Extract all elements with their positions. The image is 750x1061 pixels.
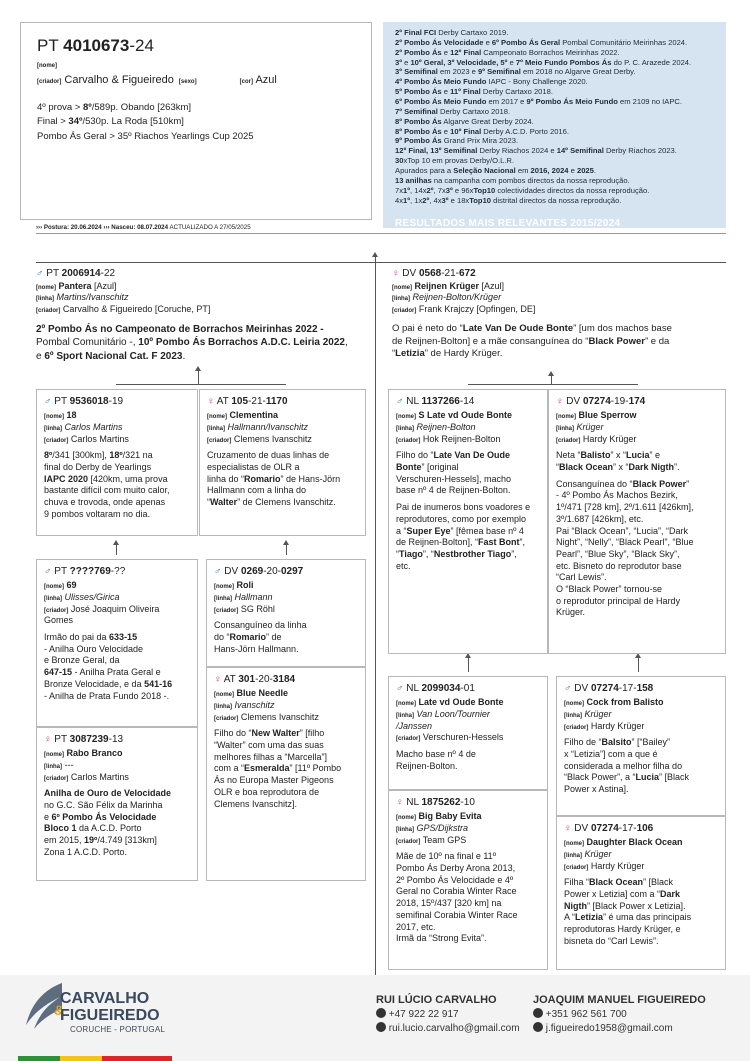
breeder-field: [criador] Team GPS xyxy=(396,834,467,845)
card-dss xyxy=(388,676,548,790)
name-field: [nome] Cock from Balisto xyxy=(564,697,664,707)
breeder-field: [criador] Clemens Ivanschitz xyxy=(214,711,319,722)
card-ddd xyxy=(556,816,726,970)
card-description xyxy=(396,749,540,772)
pigeon-header-card xyxy=(20,22,372,220)
description-line: Pearl”, “Blue Sky”, “Black Sky”, xyxy=(556,548,680,559)
breeder-field: [criador] Hardy Krüger xyxy=(556,433,637,444)
description-line: do “Romario” de xyxy=(214,632,282,643)
highlight-item: 9º Pombo Ás Grand Prix Mira 2023. xyxy=(395,136,519,146)
description-line: Verschuren-Hessels], macho xyxy=(396,473,512,484)
description-line: final do Derby de Yearlings xyxy=(44,462,152,473)
description-line: 3º/1.687 [426km], etc. xyxy=(556,513,644,524)
description-line: “Letizia” de Hardy Krüger. xyxy=(392,348,503,360)
description-line: 2º Pombo Ás Velocidade e 4º xyxy=(396,874,514,885)
race-result-row: Final > 34º/530p. La Roda [510km] xyxy=(37,116,184,128)
name-field: [nome] Daughter Black Ocean xyxy=(564,837,683,847)
description-line: Ás no Europa Master Pigeons xyxy=(214,775,334,786)
description-line: Irmão do pai da 633-15 xyxy=(44,632,138,643)
description-line: Pai “Black Ocean”, “Lucia”, “Dark xyxy=(556,525,689,536)
description-line: Irmã da “Strong Evita”. xyxy=(396,933,487,944)
race-result-row: 4º prova > 8º/589p. Obando [263km] xyxy=(37,102,192,113)
description-line: Power x Letizia] com a “Dark xyxy=(564,889,681,900)
name-field: [nome] Rabo Branco xyxy=(44,748,123,758)
line-field: [linha] Ulisses/Girica xyxy=(44,591,120,602)
ring-number: ♀ AT 105-21-1170 xyxy=(207,396,288,407)
description-line: “Tiago”, “Nestbrother Tiago”, xyxy=(396,548,517,559)
ring-number: ♂ DV 0269-20-0297 xyxy=(214,566,304,577)
description-line: no G.C. São Félix da Marinha xyxy=(44,800,163,811)
highlight-item: 30xTop 10 em provas Derby/O.L.R. xyxy=(395,156,515,166)
description-line: Mãe de 10º na final e 11º xyxy=(396,851,496,862)
card-description xyxy=(556,450,718,619)
logo-ampersand: & xyxy=(54,1002,65,1018)
card-description xyxy=(564,737,718,795)
description-line: Hans-Jörn Hallmann. xyxy=(214,643,299,654)
breeder-field-cont: Gomes xyxy=(44,615,74,626)
description-line: Nigth” [Black Power x Letizia]. xyxy=(564,900,686,911)
description-line: Bronze Velocidade, e da 541-16 xyxy=(44,678,173,689)
description-line: Hallmann com a linha do xyxy=(207,485,307,496)
description-line: “Carl Lewis”. xyxy=(556,572,607,583)
card-dam-sire xyxy=(388,389,548,654)
card-description xyxy=(44,450,190,520)
description-line: “Black Power”, a “Lucia” [Black xyxy=(564,772,690,783)
description-line: IAPC 2020 [420km, uma prova xyxy=(44,473,168,484)
name-field: [nome] Roli xyxy=(214,580,254,590)
card-sire-sire xyxy=(36,389,198,536)
highlight-item: 6º Pombo Ás Meio Fundo em 2017 e 9º Pombo Ás Meio Fundo em 2109 no IAPC. xyxy=(395,97,683,107)
description-line: Neta “Balisto” x “Lucia” e xyxy=(556,450,661,461)
flag-stripe-red xyxy=(102,1056,172,1061)
description-line: Bloco 1 da A.C.D. Porto xyxy=(44,823,142,834)
card-description xyxy=(396,450,540,572)
line-field: [linha] Krüger xyxy=(564,708,612,719)
ring-number: ♀ NL 1875262-10 xyxy=(396,797,475,808)
dam-info: ♀ DV 0568-21-672 [nome] Reijnen Krüger [Azul] [linha] Reijnen-Bolton/Krüger [criador] Frank Krajczy [Opfingen, DE] O pai é neto do “Late Van De Oude Bonte” [um dos machos base de Reijnen-Bolton] e a mãe consanguínea do “Black Power” e da “Letizia” de Hardy Krüger. xyxy=(392,268,726,361)
description-line: etc. Bisneto do reprodutor base xyxy=(556,560,682,571)
name-field: [nome] Late vd Oude Bonte xyxy=(396,697,504,707)
ring-number: ♀ DV 07274-19-174 xyxy=(556,396,646,407)
logo-subtitle: CORUCHE - PORTUGAL xyxy=(70,1025,166,1034)
highlight-item: Apurados para a Seleção Nacional em 2016, 2024 e 2025. xyxy=(395,166,597,176)
description-line: 2º Pombo Ás no Campeonato de Borrachos Meirinhas 2022 - xyxy=(36,323,324,335)
highlight-item: 7x1º, 14x2º, 7x3º e 96xTop10 colectividades directos da nossa reprodução. xyxy=(395,185,650,195)
description-line: Power x Astina]. xyxy=(564,784,629,795)
name-field: [nome] Clementina xyxy=(207,410,279,420)
line-field: [linha] GPS/Dijkstra xyxy=(396,822,469,833)
description-line: de Reijnen-Bolton] e a mãe consanguínea do “Black Power” e da xyxy=(392,335,670,347)
ring-number: ♂ PT 9536018-19 xyxy=(44,396,124,407)
description-line: reprodutoras Hardy Krüger, e xyxy=(564,924,681,935)
card-dds xyxy=(556,676,726,816)
breeder-field: [criador] Hok Reijnen-Bolton xyxy=(396,433,501,444)
contact2-email-row xyxy=(533,1022,673,1036)
contact2-phone-row xyxy=(533,1008,627,1022)
ring-number: ♀ DV 07274-17-106 xyxy=(564,823,654,834)
description-line: etc. xyxy=(396,560,411,571)
description-line: Consanguíneo da linha xyxy=(214,620,307,631)
description-line: Consanguínea do “Black Power” xyxy=(556,478,690,489)
description-line: “Walter” de Clemens Ivanschitz. xyxy=(207,497,336,508)
arrow-up-icon xyxy=(372,252,378,257)
description-line: Krüger. xyxy=(556,607,586,618)
name-field: [nome] Blue Needle xyxy=(214,688,289,698)
description-line: Cruzamento de duas linhas de xyxy=(207,450,330,461)
flag-stripe-green xyxy=(18,1056,60,1061)
ring-number: ♂ NL 1137266-14 xyxy=(396,396,475,407)
contact2-phone[interactable]: +351 962 561 700 xyxy=(545,1009,627,1020)
card-dam-dam xyxy=(548,389,726,654)
description-line: x “Letizia”] com a que é xyxy=(564,749,658,760)
description-line: chuva e trovoda, onde apenas xyxy=(44,497,166,508)
description-line: Geral no Corabia Winter Race xyxy=(396,886,517,897)
highlight-item: 4º Pombo Ás Meio Fundo IAPC - Bony Challenge 2020. xyxy=(395,77,588,87)
highlight-item: 5º Pombo Ás e 11º Final Derby Cartaxo 2018. xyxy=(395,87,553,97)
highlights-title: RESULTADOS MAIS RELEVANTES 2015/2024 xyxy=(395,218,621,230)
name-field: [nome] Big Baby Evita xyxy=(396,811,482,821)
description-line: especialistas de OLR a xyxy=(207,462,300,473)
contact1-phone-row xyxy=(376,1008,459,1022)
sire-info: ♂ PT 2006914-22 [nome] Pantera [Azul] [linha] Martins/Ivanschitz [criador] Carvalho & Figueiredo [Coruche, PT] 2º Pombo Ás no Campeonato de Borrachos Meirinhas 2022 - Pombal Comunitário -, 10º Pombo Ás Borrachos A.D.C. Leiria 2022, e 6º Sport Nacional Cat. F 2023. xyxy=(36,268,366,363)
description-line: em 2015, 19º/4.749 [313km] xyxy=(44,835,157,846)
highlight-item: 8º Pombo Ás e 10º Final Derby A.C.D. Porto 2016. xyxy=(395,126,569,136)
description-line: Filho do “New Walter” [filho xyxy=(214,728,325,739)
email-icon xyxy=(533,1022,543,1032)
ring-number: ♀ AT 301-20-3184 xyxy=(214,674,296,685)
description-line: O pai é neto do “Late Van De Oude Bonte” [um dos machos base xyxy=(392,322,672,334)
line-field: [linha] --- xyxy=(44,759,74,770)
description-line: 9 pombos voltaram no dia. xyxy=(44,508,151,519)
name-field: [nome] S Late vd Oude Bonte xyxy=(396,410,513,420)
description-line: “Black Ocean” x “Dark Nigth”. xyxy=(556,462,680,473)
description-line: - Anilha Ouro Velocidade xyxy=(44,643,144,654)
breeder-field: [criador] Verschuren-Hessels xyxy=(396,732,504,743)
line-field: [linha] Krüger xyxy=(564,848,612,859)
ring-number: ♂ DV 07274-17-158 xyxy=(564,683,654,694)
card-description xyxy=(44,632,190,702)
highlight-item: 8º Pombo Ás Algarve Great Derby 2024. xyxy=(395,116,534,126)
race-results xyxy=(37,101,254,144)
description-line: 8º/341 [300km], 18º/321 na xyxy=(44,450,153,461)
card-description xyxy=(207,450,358,508)
breeder-field: [criador] SG Röhl xyxy=(214,603,275,614)
name-field: [nome] 18 xyxy=(44,410,77,420)
race-result-row: Pombo Ás Geral > 35º Riachos Yearlings Cup 2025 xyxy=(37,130,254,142)
description-line: e 6º Pombo Ás Velocidade xyxy=(44,811,157,822)
description-line: 2018, 15º/437 [320 km] na xyxy=(396,898,502,909)
contact1-phone[interactable]: +47 922 22 917 xyxy=(388,1009,459,1020)
highlights-list xyxy=(395,28,718,205)
ring-number: ♂ NL 2099034-01 xyxy=(396,683,475,694)
dam-description xyxy=(392,323,726,361)
card-description xyxy=(214,620,358,655)
highlight-item: 3º Semifinal em 2023 e 9º Semifinal em 2018 no Algarve Great Derby. xyxy=(395,67,636,77)
highlight-item: 3º e 10º Geral, 3º Velocidade, 5º e 7º Meio Fundo Pombos Ás do P. C. Arazede 2024. xyxy=(395,57,692,67)
description-line: 1º/471 [728 km], 2º/1.611 [426km], xyxy=(556,502,694,513)
description-line: “Walter” com uma das suas xyxy=(214,740,324,751)
description-line: Anilha de Ouro de Velocidade xyxy=(44,788,172,799)
header-divider xyxy=(36,233,726,234)
description-line: Clemens Ivanschitz]. xyxy=(214,798,298,809)
flag-stripe-yellow xyxy=(60,1056,102,1061)
highlight-item: 2º Pombo Ás Velocidade e 6º Pombo Ás Geral Pombal Comunitário Meirinhas 2024. xyxy=(395,37,688,47)
arrow-up-icon xyxy=(548,371,554,376)
dates-line: ››› Postura: 20.06.2024 ››› Nasceu: 08.07.2024 ACTUALIZADO A 27/05/2025 xyxy=(36,224,251,231)
contact1-email[interactable]: rui.lucio.carvalho@gmail.com xyxy=(388,1023,520,1034)
description-line: reprodutores, como por exemplo xyxy=(396,513,527,524)
breeder-row: [criador] Carvalho & Figueiredo [sexo] [cor] Azul xyxy=(37,74,277,86)
card-dsd xyxy=(388,790,548,970)
breeder-value: Carvalho & Figueiredo xyxy=(64,74,174,86)
highlight-item: 12º Final, 13º Semifinal Derby Riachos 2024 e 14º Semifinal Derby Riachos 2023. xyxy=(395,146,677,156)
sire-description xyxy=(36,323,366,364)
contact2-email[interactable]: j.figueiredo1958@gmail.com xyxy=(545,1023,673,1034)
description-line: Pai de inumeros bons voadores e xyxy=(396,502,531,513)
arrow-up-icon xyxy=(113,540,119,545)
pigeon-ring-number: PT 4010673-24 xyxy=(37,36,154,55)
description-line: OLR e boa reprodutora de xyxy=(214,786,320,797)
line-field: [linha] Van Loon/Tournier xyxy=(396,708,490,719)
card-ssd xyxy=(36,727,198,881)
description-line: considerada a melhor filha do xyxy=(564,760,683,771)
description-line: bisneta do “Carl Lewis”. xyxy=(564,935,659,946)
card-sds xyxy=(206,559,366,667)
line-field-cont: /Janssen xyxy=(396,720,433,731)
breeder-field: [criador] Hardy Krüger xyxy=(564,720,645,731)
highlight-item: 2º Final FCI Derby Cartaxo 2019. xyxy=(395,28,509,37)
phone-icon xyxy=(533,1008,543,1018)
contact1-name: RUI LÚCIO CARVALHO xyxy=(376,994,497,1006)
name-field: [nome] 69 xyxy=(44,580,77,590)
description-line: com a “Esmeralda” [11º Pombo xyxy=(214,763,342,774)
card-description xyxy=(564,877,718,947)
description-line: - Anilha de Prata Fundo 2018 -. xyxy=(44,690,170,701)
line-field: [linha] Reijnen-Bolton xyxy=(396,421,476,432)
description-line: melhores filhas a “Marcella”] xyxy=(214,751,328,762)
description-line: Reijnen-Bolton. xyxy=(396,760,458,771)
nome-label: [nome] xyxy=(37,63,57,69)
description-line: de Reijnen-Bolton], “Fast Bont”, xyxy=(396,537,526,548)
contact2-name: JOAQUIM MANUEL FIGUEIREDO xyxy=(533,994,706,1006)
card-description xyxy=(214,728,358,810)
logo-text-1: CARVALHO xyxy=(60,990,150,1007)
highlight-item: 2º Pombo Ás e 12º Final Campeonato Borrachos Meirinhas 2022. xyxy=(395,47,620,57)
description-line: - 4º Pombo Ás Machos Bezirk, xyxy=(556,490,678,501)
description-line: e Bronze Geral, da xyxy=(44,655,120,666)
description-line: Bonte” [original xyxy=(396,462,459,473)
breeder-field: [criador] Clemens Ivanschitz xyxy=(207,433,312,444)
description-line: 2017, etc. xyxy=(396,921,436,932)
arrow-up-icon xyxy=(195,366,201,371)
line-field: [linha] Carlos Martins xyxy=(44,421,123,432)
description-line: Filho do “Late Van De Oude xyxy=(396,450,511,461)
card-sss xyxy=(36,559,198,727)
breeder-field: [criador] José Joaquim Oliveira xyxy=(44,603,160,614)
description-line: Macho base nº 4 de xyxy=(396,749,476,760)
card-description xyxy=(44,788,190,858)
highlights-panel xyxy=(383,22,726,228)
breeder-field: [criador] Carlos Martins xyxy=(44,771,129,782)
line-field: [linha] Hallmann xyxy=(214,591,273,602)
description-line: Filha “Black Ocean” [Black xyxy=(564,877,674,888)
breeder-field: [criador] Hardy Krüger xyxy=(564,860,645,871)
line-field: [linha] Krüger xyxy=(556,421,604,432)
description-line: a “Super Eye” [fêmea base nº 4 xyxy=(396,525,524,536)
tree-branch-line xyxy=(36,262,726,263)
ring-number: ♂ PT ????769-?? xyxy=(44,566,126,577)
email-icon xyxy=(376,1022,386,1032)
line-field: [linha] Hallmann/Ivanschitz xyxy=(207,421,309,432)
logo-text-2: FIGUEIREDO xyxy=(60,1007,160,1024)
description-line: Pombo Ás Derby Arona 2013, xyxy=(396,863,516,874)
line-field: [linha] Ivanschitz xyxy=(214,699,275,710)
name-field: [nome] Blue Sperrow xyxy=(556,410,637,420)
description-line: semifinal Corabia Winter Race xyxy=(396,909,518,920)
description-line: Filho de “Balsito” [“Bailey” xyxy=(564,737,671,748)
highlight-item: 4x1º, 1x2º, 4x3º e 18xTop10 distrital directos da nossa reprodução. xyxy=(395,195,622,205)
description-line: e 6º Sport Nacional Cat. F 2023. xyxy=(36,350,186,362)
description-line: O “Black Power” tornou-se xyxy=(556,583,663,594)
description-line: base nº 4 de Reijnen-Bolton. xyxy=(396,485,511,496)
description-line: Pombal Comunitário -, 10º Pombo Ás Borrachos A.D.C. Leiria 2022, xyxy=(36,337,348,349)
highlight-item: 13 anilhas na campanha com pombos directos da nossa reprodução. xyxy=(395,175,630,185)
arrow-up-icon xyxy=(283,540,289,545)
contact1-email-row xyxy=(376,1022,520,1036)
highlight-item: 7º Semifinal Derby Cartaxo 2018. xyxy=(395,106,511,116)
breeder-field: [criador] Carlos Martins xyxy=(44,433,129,444)
tree-trunk-line xyxy=(375,257,376,975)
card-sire-dam xyxy=(199,389,366,536)
description-line: 647-15 - Anilha Prata Geral e xyxy=(44,667,161,678)
description-line: Zona 1 A.C.D. Porto. xyxy=(44,846,128,857)
color-value: Azul xyxy=(255,74,277,86)
phone-icon xyxy=(376,1008,386,1018)
card-description xyxy=(396,851,540,945)
description-line: Night”, “Nelly”, “Black Pearl”, “Blue xyxy=(556,537,694,548)
description-line: linha do “Romario” de Hans-Jörn xyxy=(207,473,341,484)
ring-number: ♀ PT 3087239-13 xyxy=(44,734,124,745)
description-line: o reprodutor principal de Hardy xyxy=(556,595,681,606)
card-sdd xyxy=(206,667,366,881)
description-line: A “Letizia” é uma das principais xyxy=(564,912,692,923)
footer xyxy=(0,975,750,1061)
description-line: bastante difícil com muito calor, xyxy=(44,485,170,496)
